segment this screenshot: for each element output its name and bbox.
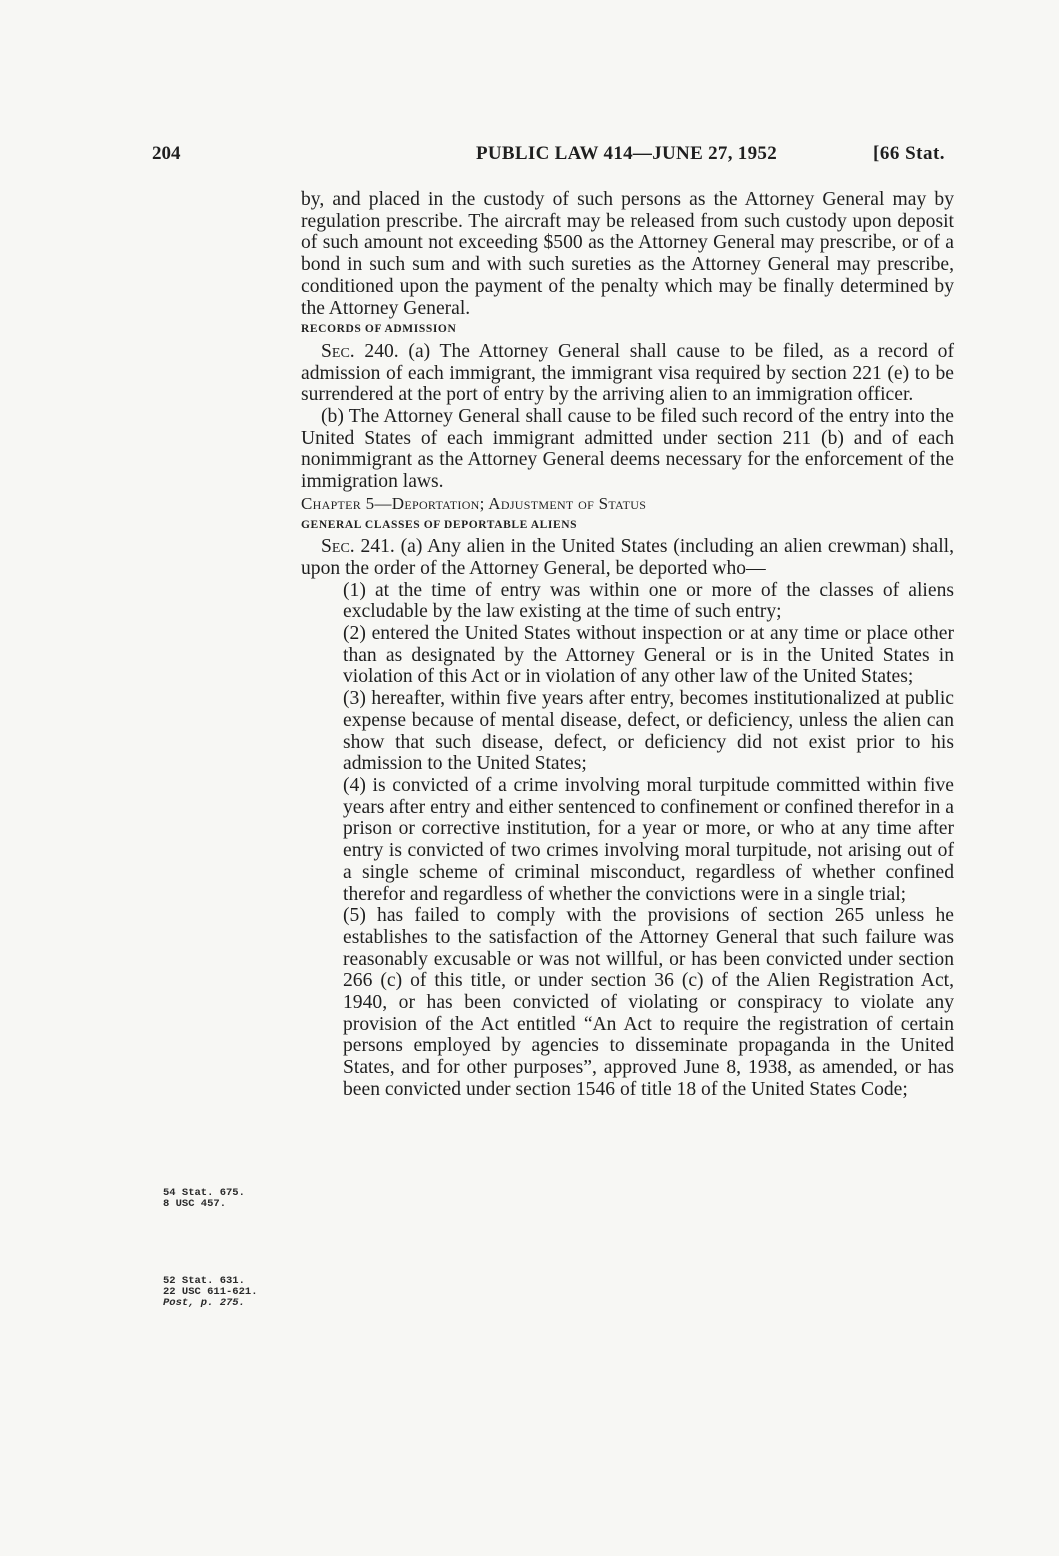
margin-note-2 bbox=[163, 1276, 258, 1309]
margin-note-line: 54 Stat. 675. bbox=[163, 1187, 245, 1199]
list-item: (4) is convicted of a crime involving moral turpitude committed within five years after entry and either sentenced to confinement or confined therefor in a prison or corrective institution, for a year or more, or who at any time after entry is convicted of two crimes involving moral turpitude, not arising out of a single scheme of criminal misconduct, regardless of whether confined therefor and regardless of whether the convictions were in a single trial; bbox=[343, 774, 954, 905]
statute-reference: [66 Stat. bbox=[873, 143, 946, 164]
page-header bbox=[0, 143, 1059, 173]
running-title: PUBLIC LAW 414—JUNE 27, 1952 bbox=[476, 143, 777, 164]
margin-note-line: Post, p. 275. bbox=[163, 1297, 245, 1309]
sec-label: Sec. bbox=[321, 536, 355, 558]
margin-note-line: 22 USC 611-621. bbox=[163, 1286, 258, 1298]
list-item: (2) entered the United States without inspection or at any time or place other than as designated by the Attorney General or is in the United States in violation of this Act or in violation of any other law of the United States; bbox=[343, 623, 954, 688]
margin-note-line: 52 Stat. 631. bbox=[163, 1275, 245, 1287]
section-240-a bbox=[301, 341, 954, 406]
list-item: (3) hereafter, within five years after entry, becomes institutionalized at public expense because of mental disease, defect, or deficiency, unless the alien can show that such disease, defect, or deficiency did not exist prior to his admission to the United States; bbox=[343, 688, 954, 775]
section-240-a-text: 240. (a) The Attorney General shall cause to be filed, as a record of admission of each immigrant, the immigrant visa required by section 221 (e) to be surrendered at the port of entry by the arriving alien to an immigration officer. bbox=[301, 340, 954, 406]
heading-records-of-admission: RECORDS OF ADMISSION bbox=[301, 323, 457, 336]
opening-paragraph: by, and placed in the custody of such persons as the Attorney General may by regulation prescribe. The aircraft may be released from such custody upon deposit of such amount not exceeding $500 as the Attorney General may prescribe, or of a bond in such sum and with such sureties as the Attorney General may prescribe, conditioned upon the payment of the penalty which may be finally determined by the Attorney General. bbox=[301, 189, 954, 319]
heading-general-classes: GENERAL CLASSES OF DEPORTABLE ALIENS bbox=[301, 518, 578, 531]
section-241-a-text: 241. (a) Any alien in the United States (including an alien crewman) shall, upon the order of the Attorney General, be deported who— bbox=[301, 536, 954, 579]
page-number: 204 bbox=[152, 143, 181, 164]
list-item: (1) at the time of entry was within one or more of the classes of aliens excludable by the law existing at the time of such entry; bbox=[343, 579, 954, 623]
list-item: (5) has failed to comply with the provisions of section 265 unless he establishes to the satisfaction of the Attorney General that such failure was reasonably excusable or was not willful, or has been convicted under section 266 (c) of this title, or under section 36 (c) of the Alien Registration Act, 1940, or has been convicted of violating or conspiracy to violate any provision of the Act entitled “An Act to require the registration of certain persons employed by agencies to disseminate propaganda in the United States, and for other purposes”, approved June 8, 1938, as amended, or has been convicted under section 1546 of title 18 of the United States Code; bbox=[343, 905, 954, 1100]
sec-label: Sec. bbox=[321, 340, 355, 362]
margin-note-line: 8 USC 457. bbox=[163, 1198, 227, 1210]
section-240-b: (b) The Attorney General shall cause to be filed such record of the entry into the United States of each immigrant admitted under section 211 (b) and of each nonimmigrant as the Attorney General deems necessary for the enforcement of the immigration laws. bbox=[301, 406, 954, 493]
section-241-a bbox=[301, 536, 954, 579]
chapter-title: Chapter 5—Deportation; Adjustment of Status bbox=[301, 493, 647, 513]
margin-note-1 bbox=[163, 1188, 245, 1210]
main-text bbox=[301, 189, 954, 1101]
